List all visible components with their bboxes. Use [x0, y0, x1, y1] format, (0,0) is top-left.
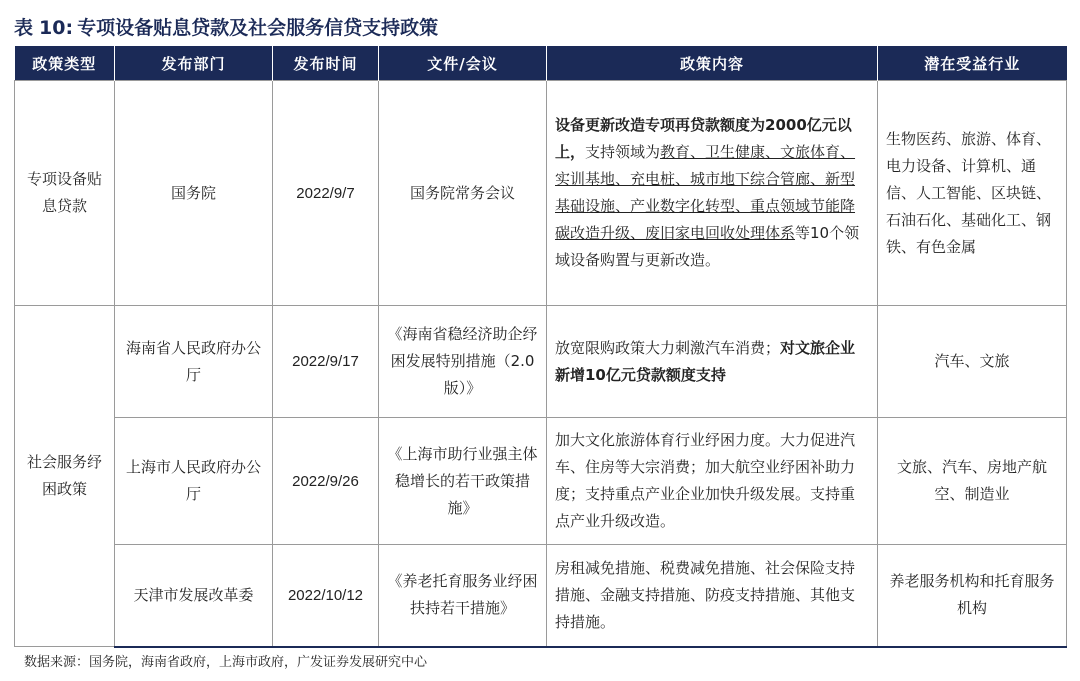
table-title [14, 14, 438, 42]
document-cell: 《海南省稳经济助企纾困发展特别措施（2.0版）》 [379, 306, 547, 418]
industries-cell: 生物医药、旅游、体育、电力设备、计算机、通信、人工智能、区块链、石油石化、基础化工、钢铁、有色金属 [878, 81, 1067, 306]
date-cell: 2022/10/12 [273, 545, 379, 647]
document-cell: 《养老托育服务业纾困扶持若干措施》 [379, 545, 547, 647]
content-text: 支持领域为 [585, 143, 661, 161]
table-title-prefix: 表 [14, 17, 34, 39]
content-cell [547, 306, 878, 418]
header-policy-type: 政策类型 [15, 46, 115, 81]
content-cell: 房租减免措施、税费减免措施、社会保险支持措施、金融支持措施、防疫支持措施、其他支持措施。 [547, 545, 878, 647]
header-industries: 潜在受益行业 [878, 46, 1067, 81]
header-department: 发布部门 [115, 46, 273, 81]
industries-cell: 文旅、汽车、房地产航空、制造业 [878, 418, 1067, 545]
data-source-note: 数据来源：国务院，海南省政府，上海市政府，广发证券发展研究中心 [24, 655, 428, 670]
document-cell: 国务院常务会议 [379, 81, 547, 306]
policy-table [14, 46, 1067, 648]
table-row [15, 418, 1067, 545]
header-document: 文件/会议 [379, 46, 547, 81]
table-title-text: 专项设备贴息贷款及社会服务信贷支持政策 [77, 17, 439, 39]
date-cell: 2022/9/7 [273, 81, 379, 306]
date-cell: 2022/9/17 [273, 306, 379, 418]
content-text: 放宽限购政策大力刺激汽车消费； [555, 338, 781, 357]
table-header-row [15, 46, 1067, 81]
content-cell: 加大文化旅游体育行业纾困力度。大力促进汽车、住房等大宗消费；加大航空业纾困补助力度；支持重点产业企业加快升级发展。支持重点产业升级改造。 [547, 418, 878, 545]
department-cell: 海南省人民政府办公厅 [115, 306, 273, 418]
header-content: 政策内容 [547, 46, 878, 81]
document-cell: 《上海市助行业强主体稳增长的若干政策措施》 [379, 418, 547, 545]
industries-cell: 养老服务机构和托育服务机构 [878, 545, 1067, 647]
header-date: 发布时间 [273, 46, 379, 81]
content-underlined: 教育、卫生健康、文旅体育、实训基地、充电桩、城市地下综合管廊、新型基础设施、产业数字化转型、重点领域节能降碳改造升级、废旧家电回收处理体系 [555, 143, 856, 242]
table-title-number: 10: [39, 17, 74, 39]
content-text: 等10个领域设备购置与更新改造。 [555, 224, 860, 269]
date-cell: 2022/9/26 [273, 418, 379, 545]
table-row [15, 545, 1067, 647]
table-row [15, 306, 1067, 418]
industries-cell: 汽车、文旅 [878, 306, 1067, 418]
department-cell: 国务院 [115, 81, 273, 306]
department-cell: 上海市人民政府办公厅 [115, 418, 273, 545]
content-bold: 设备更新改造专项再贷款额度为2000亿元以上， [555, 116, 852, 161]
content-cell [547, 81, 878, 306]
table-row [15, 81, 1067, 306]
department-cell: 天津市发展改革委 [115, 545, 273, 647]
content-bold: 对文旅企业新增10亿元贷款额度支持 [555, 338, 856, 384]
policy-type-cell: 社会服务纾困政策 [15, 306, 115, 647]
policy-type-cell: 专项设备贴息贷款 [15, 81, 115, 306]
